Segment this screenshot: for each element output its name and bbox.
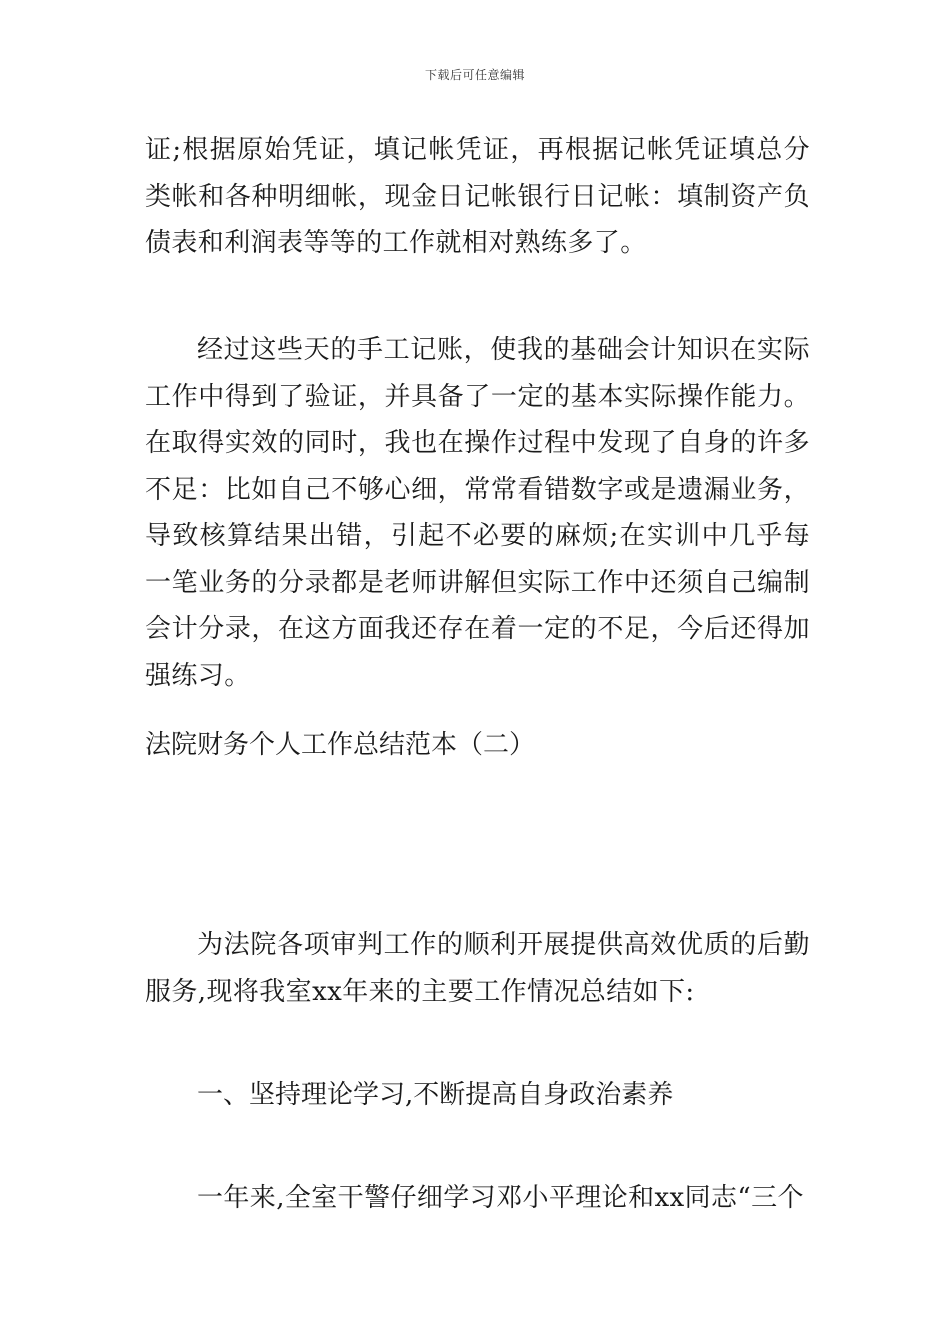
paragraph-4: 一年来,全室干警仔细学习邓小平理论和xx同志“三个 [197, 1183, 804, 1213]
paragraph-2: 经过这些天的手工记账，使我的基础会计知识在实际工作中得到了验证，并具备了一定的基本实际操作能力。在取得实效的同时，我也在操作过程中发现了自身的许多不足：比如自己不够心细，常常看错数字或是遗漏业务，导致核算结果出错，引起不必要的麻烦;在实训中几乎每一笔业务的分录都是老师讲解但实际工作中还须自己编制会计分录，在这方面我还存在着一定的不足，今后还得加强练习。 [145, 335, 810, 691]
paragraph-3: 为法院各项审判工作的顺利开展提供高效优质的后勤服务,现将我室xx年来的主要工作情况总结如下: [145, 930, 810, 1007]
paragraph-1: 证;根据原始凭证，填记帐凭证，再根据记帐凭证填总分类帐和各种明细帐，现金日记帐银行日记帐：填制资产负债表和利润表等等的工作就相对熟练多了。 [145, 135, 810, 258]
header-note: 下载后可任意编辑 [424, 68, 525, 82]
section-heading: 一、坚持理论学习,不断提高自身政治素养 [197, 1080, 674, 1110]
document-subtitle: 法院财务个人工作总结范本（二） [145, 730, 536, 760]
